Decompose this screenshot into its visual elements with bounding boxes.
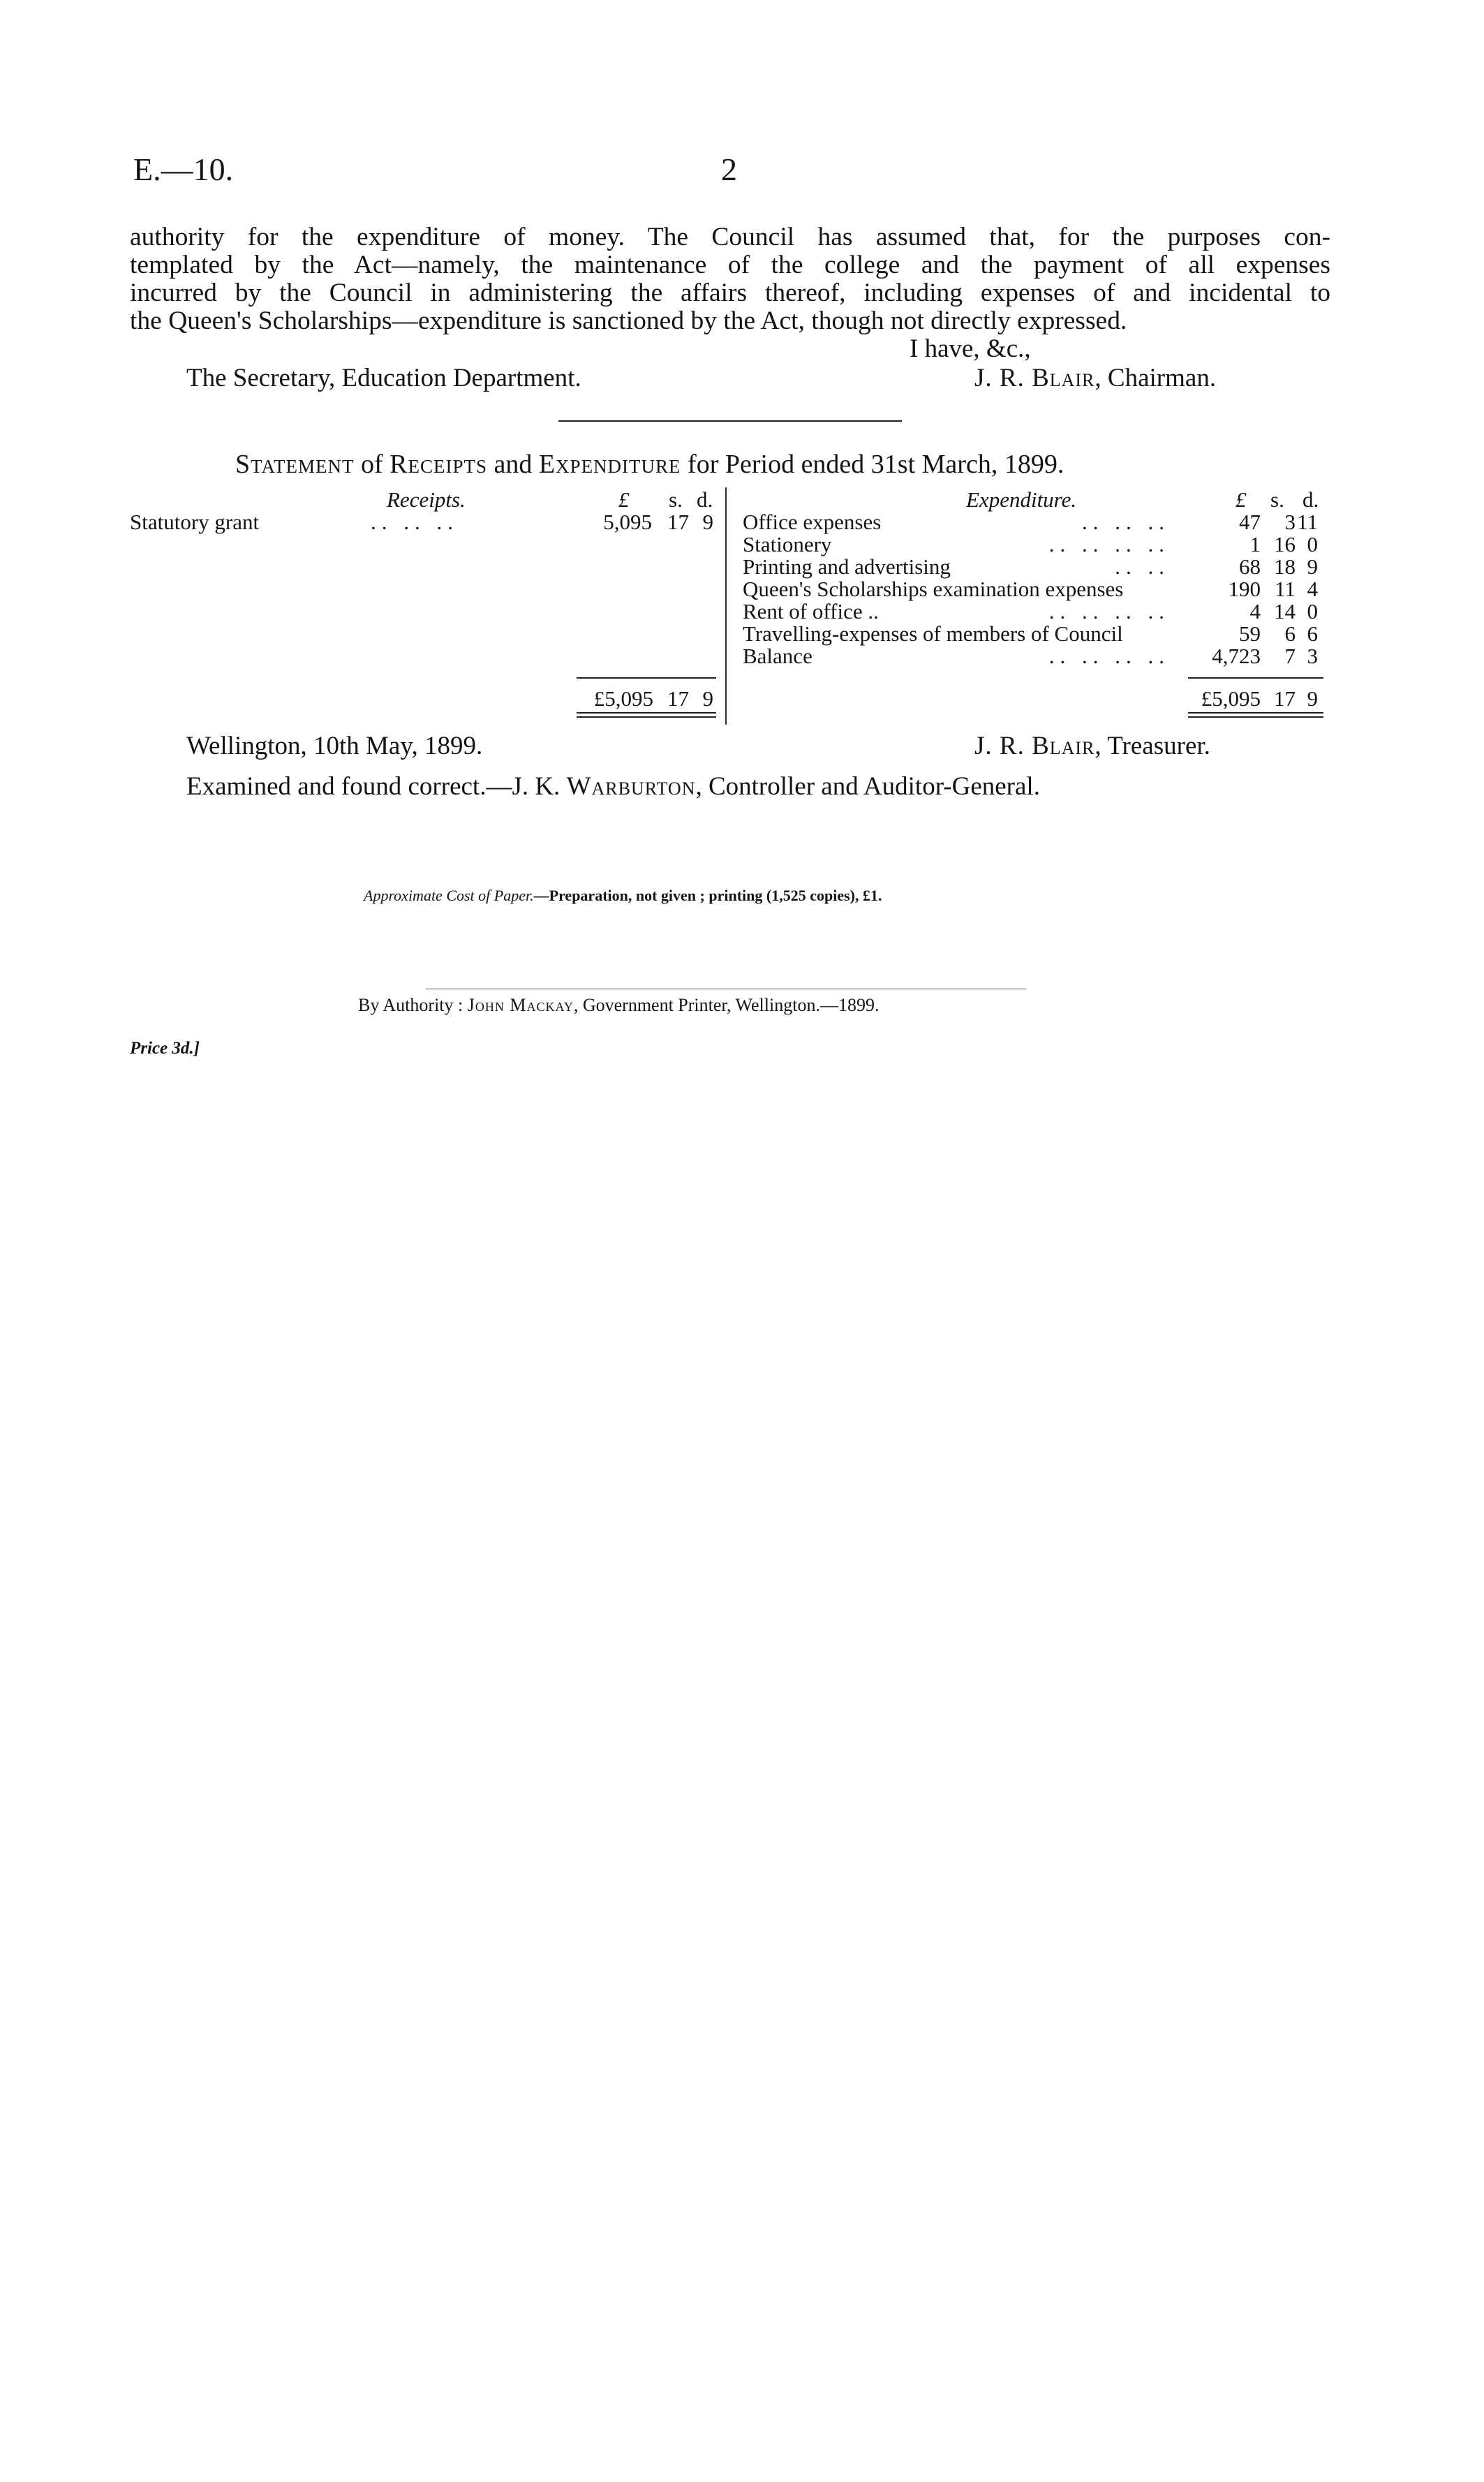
letter-closing: I have, &c.,	[910, 334, 1031, 363]
expenditure-pound-header: £	[1236, 487, 1247, 512]
receipts-total-pence: 9	[702, 686, 713, 711]
authority-prefix: By Authority :	[358, 995, 468, 1015]
title-word: Statement	[235, 450, 355, 479]
price-note: Price 3d.]	[130, 1039, 200, 1058]
treasurer-signature	[974, 731, 1210, 761]
letter-signature	[974, 363, 1216, 393]
cost-text: —Preparation, not given ; printing (1,525 copies), £1.	[533, 887, 882, 904]
expenditure-label: Stationery	[743, 532, 832, 556]
expenditure-label: Office expenses	[743, 510, 882, 534]
signatory-title: , Chairman.	[1095, 364, 1217, 392]
title-word: for Period ended 31st March, 1899.	[681, 450, 1064, 479]
expenditure-shillings: 7	[1284, 644, 1296, 668]
receipt-shillings: 17	[667, 510, 689, 534]
page-number: 2	[721, 152, 737, 187]
receipts-heading: Receipts.	[387, 487, 466, 512]
expenditure-dots: .. .. .. ..	[1048, 644, 1170, 668]
paragraph-line: authority for the expenditure of money. The Council has assumed that, for the purposes con-	[130, 223, 1330, 251]
printer-name: John Mackay	[467, 995, 574, 1015]
document-reference: E.—10.	[133, 152, 234, 187]
expenditure-pounds: 68	[1239, 554, 1261, 579]
expenditure-pounds: 47	[1239, 510, 1261, 534]
treasurer-title: , Treasurer.	[1095, 732, 1210, 760]
column-divider	[725, 487, 727, 725]
expenditure-dots: .. ..	[1115, 554, 1170, 579]
title-word: Expenditure	[538, 450, 681, 479]
printing-cost-note	[364, 887, 882, 905]
receipts-total-shillings: 17	[667, 686, 689, 711]
treasurer-name: J. R. Blair	[974, 732, 1095, 760]
receipt-pounds: 5,095	[603, 510, 652, 534]
expenditure-shillings: 3	[1284, 510, 1296, 534]
expenditure-pounds: 4	[1249, 599, 1261, 623]
section-divider	[558, 420, 902, 422]
expenditure-pence-header: d.	[1303, 487, 1319, 512]
expenditure-shilling-header: s.	[1270, 487, 1284, 512]
receipts-shilling-header: s.	[669, 487, 683, 512]
expenditure-pounds: 4,723	[1212, 644, 1261, 668]
expenditure-label: Travelling-expenses of members of Council	[743, 621, 1123, 646]
title-word: Receipts	[389, 450, 487, 479]
expenditure-label: Balance	[743, 644, 813, 668]
expenditure-dots: .. .. .. ..	[1048, 532, 1170, 556]
receipt-label: Statutory grant	[130, 510, 260, 534]
expenditure-label: Printing and advertising	[743, 554, 951, 579]
expenditure-shillings: 6	[1284, 621, 1296, 646]
receipts-total-rule	[577, 677, 716, 679]
expenditure-total-shillings: 17	[1274, 686, 1296, 711]
expenditure-pence: 6	[1307, 621, 1318, 646]
title-word: and	[487, 450, 539, 479]
expenditure-pounds: 1	[1249, 532, 1261, 556]
paragraph-line: the Queen's Scholarships—expenditure is sanctioned by the Act, though not directly expressed.	[130, 306, 1127, 335]
receipt-dots: .. .. ..	[371, 510, 459, 534]
expenditure-pence: 4	[1307, 577, 1318, 601]
expenditure-pence: 0	[1307, 532, 1318, 556]
expenditure-pence: 9	[1307, 554, 1318, 579]
receipts-double-rule	[577, 712, 716, 714]
audit-statement	[186, 771, 1040, 802]
paragraph-line: templated by the Act—namely, the maintenance of the college and the payment of all expenses	[130, 251, 1330, 279]
auditor-name: Warburton	[566, 772, 696, 801]
expenditure-shillings: 11	[1275, 577, 1296, 601]
expenditure-pence: 3	[1307, 644, 1318, 668]
printer-rest: , Government Printer, Wellington.—1899.	[573, 995, 880, 1015]
letter-paragraph	[130, 223, 1330, 335]
place-date: Wellington, 10th May, 1899.	[186, 732, 483, 760]
expenditure-pounds: 59	[1239, 621, 1261, 646]
receipts-total-pounds: £5,095	[593, 686, 653, 711]
expenditure-total-pounds: £5,095	[1201, 686, 1261, 711]
expenditure-double-rule	[1188, 712, 1323, 714]
statement-title	[235, 449, 1064, 480]
letter-addressee: The Secretary, Education Department.	[186, 364, 581, 392]
expenditure-heading: Expenditure.	[966, 487, 1077, 512]
expenditure-label: Rent of office ..	[743, 599, 879, 623]
expenditure-shillings: 16	[1274, 532, 1296, 556]
statement-ledger	[130, 487, 1330, 725]
title-word: of	[354, 450, 390, 479]
receipts-pence-header: d.	[697, 487, 713, 512]
paragraph-line: incurred by the Council in administering the affairs thereof, including expenses of and incidental to	[130, 279, 1330, 307]
receipts-double-rule	[577, 716, 716, 718]
expenditure-total-pence: 9	[1307, 686, 1318, 711]
auditor-title: , Controller and Auditor-General.	[695, 772, 1040, 801]
expenditure-dots: .. .. ..	[1082, 510, 1170, 534]
expenditure-double-rule	[1188, 716, 1323, 718]
expenditure-pounds: 190	[1228, 577, 1261, 601]
expenditure-shillings: 14	[1274, 599, 1296, 623]
expenditure-pence: 11	[1297, 510, 1318, 534]
expenditure-pence: 0	[1307, 599, 1318, 623]
expenditure-shillings: 18	[1274, 554, 1296, 579]
expenditure-total-rule	[1188, 677, 1323, 679]
receipts-pound-header: £	[618, 487, 630, 512]
receipt-pence: 9	[702, 510, 713, 534]
signatory-name: J. R. Blair	[974, 364, 1095, 392]
examined-prefix: Examined and found correct.—J. K.	[186, 772, 567, 801]
printer-imprint	[358, 995, 879, 1016]
expenditure-label: Queen's Scholarships examination expenses	[743, 577, 1124, 601]
expenditure-dots: .. .. .. ..	[1048, 599, 1170, 623]
cost-label: Approximate Cost of Paper.	[364, 887, 534, 904]
